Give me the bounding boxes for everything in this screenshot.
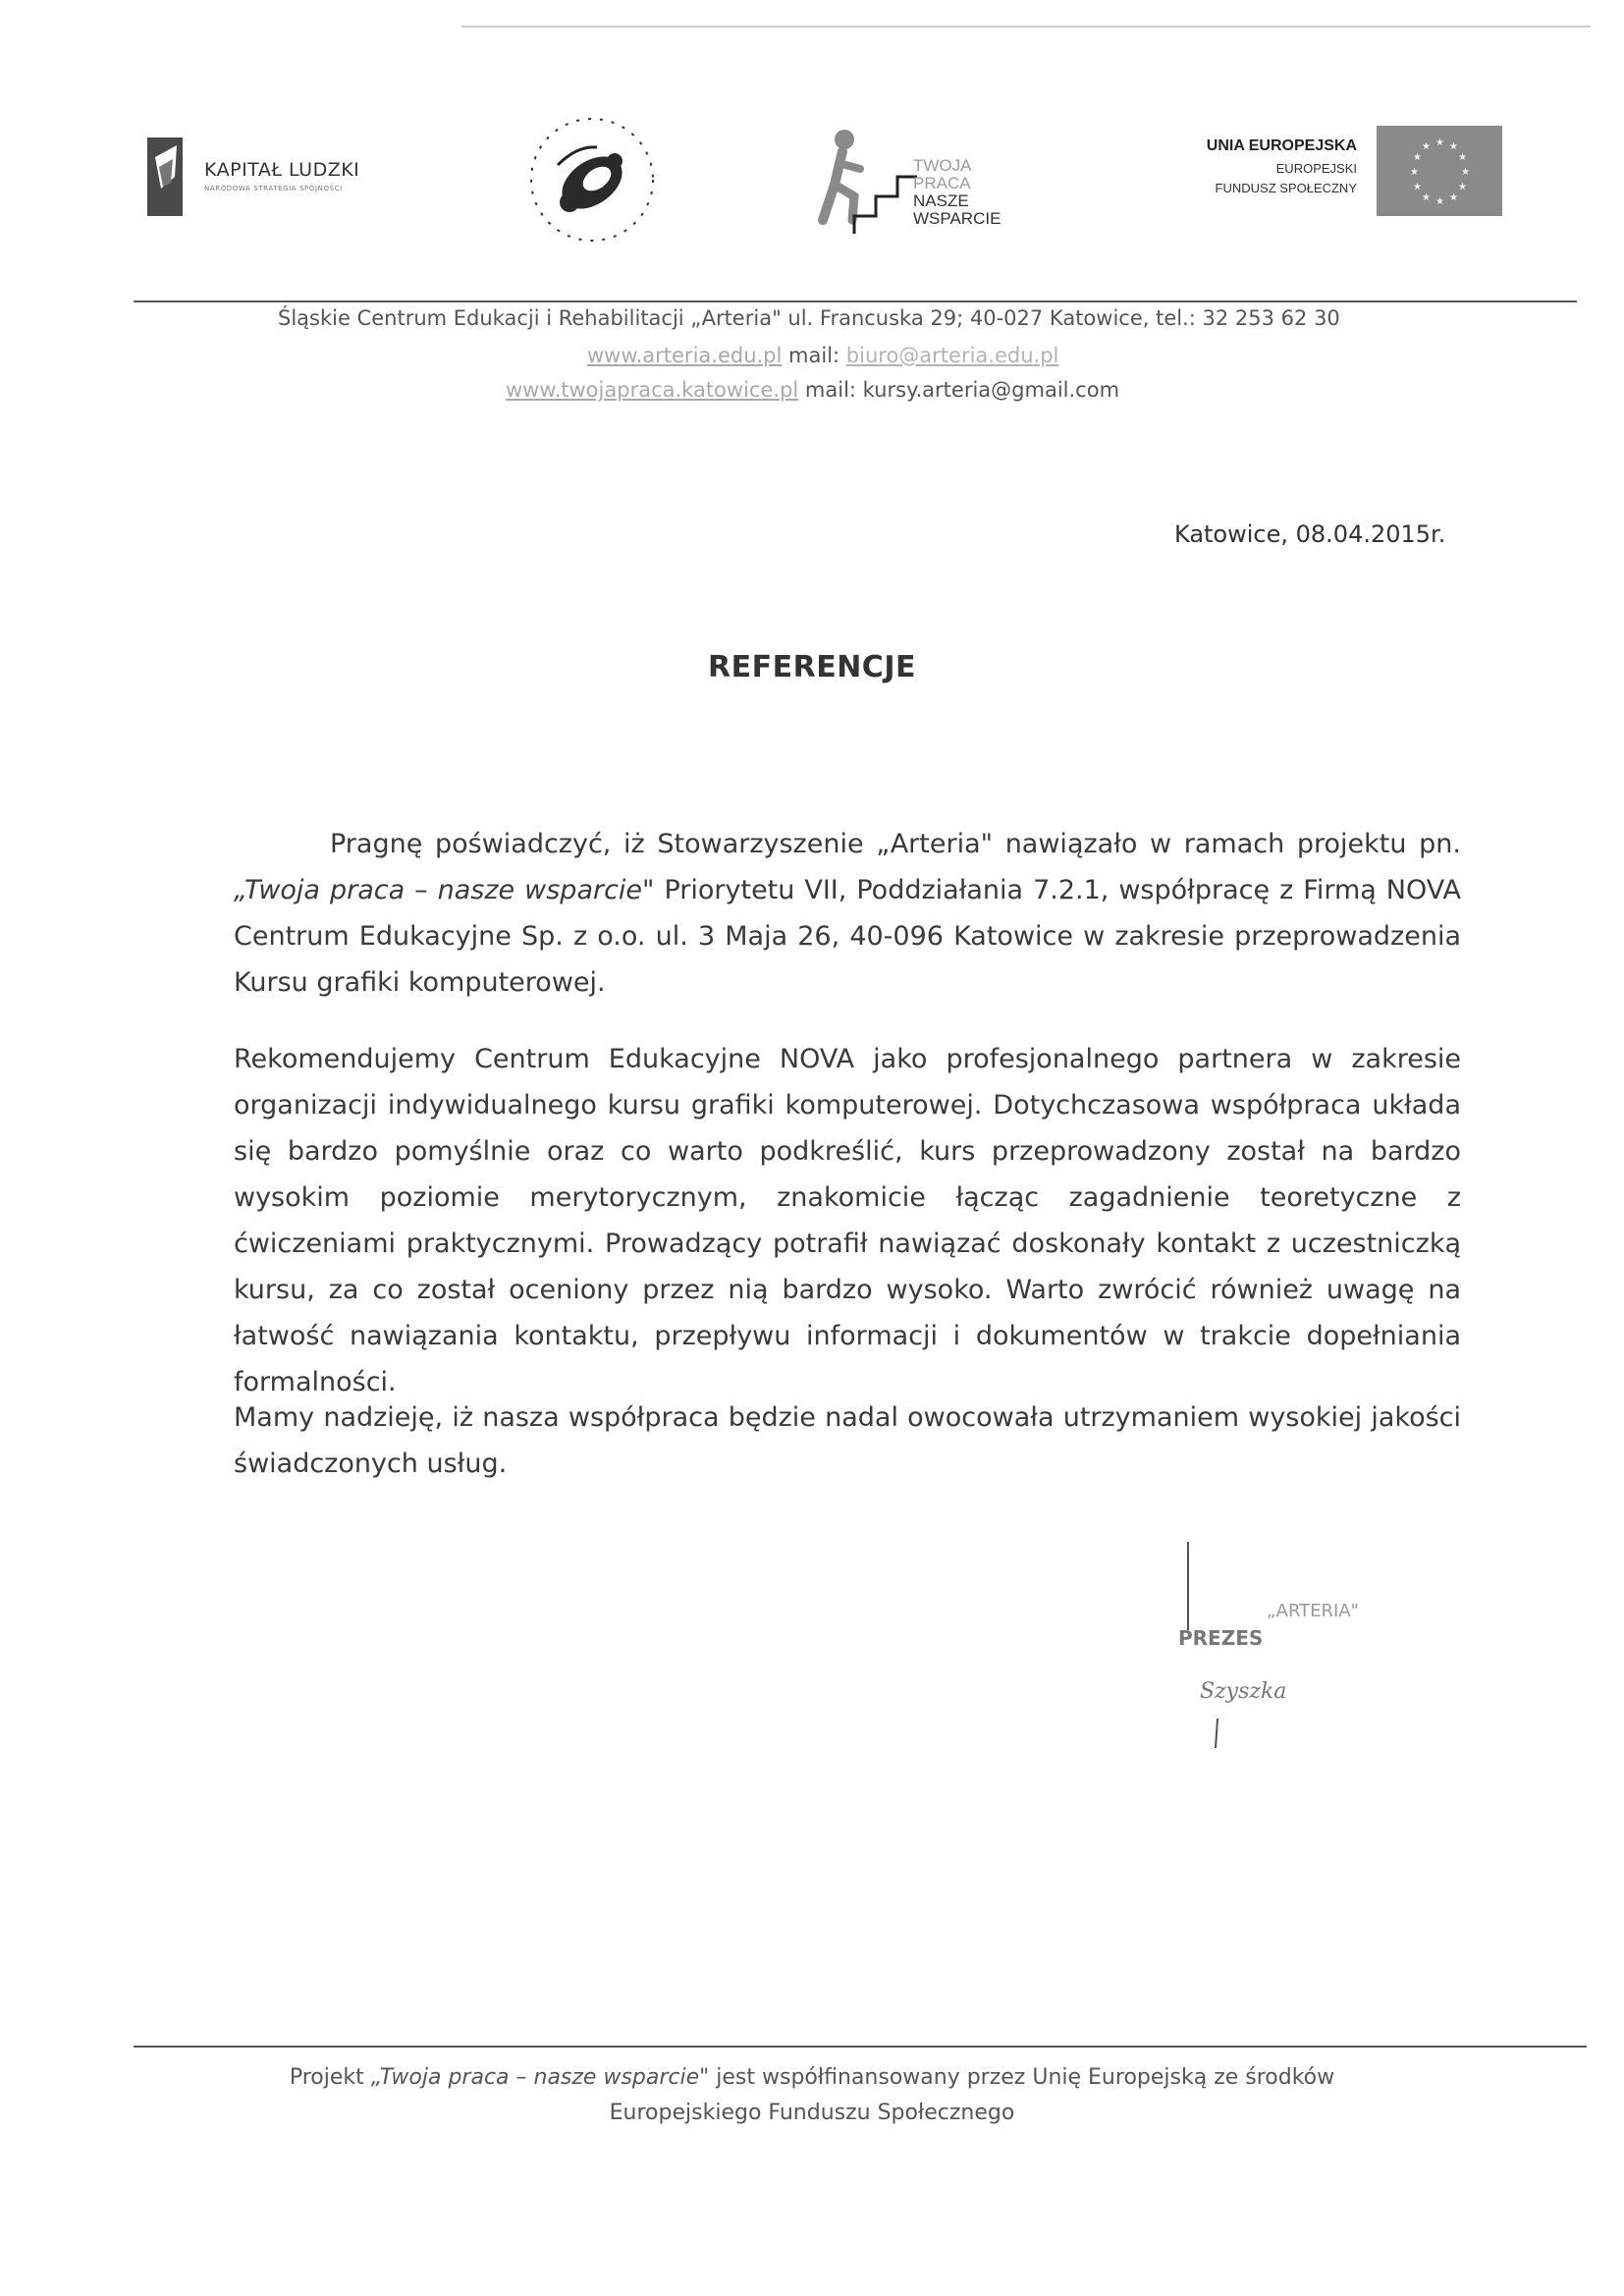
footer-line-1-a: Projekt	[289, 2065, 371, 2090]
svg-text:★: ★	[1458, 152, 1467, 163]
letter-date: Katowice, 08.04.2015r.	[1174, 520, 1446, 548]
footer-line-2: Europejskiego Funduszu Społecznego	[609, 2101, 1015, 2125]
kapital-ludzki-title: KAPITAŁ LUDZKI	[204, 159, 360, 181]
svg-text:★: ★	[1458, 182, 1467, 192]
twoja-praca-line1: TWOJA	[913, 156, 972, 175]
eu-flag-icon	[1377, 126, 1502, 216]
kapital-ludzki-flag-icon	[147, 137, 183, 216]
paragraph-1-part-a: Pragnę poświadczyć, iż Stowarzyszenie „Arteria" nawiązało w ramach projektu pn.	[330, 829, 1461, 859]
paragraph-1	[234, 821, 1461, 1006]
mail-label-1: mail:	[788, 344, 840, 367]
svg-text:★: ★	[1422, 192, 1431, 203]
eu-fund-line1: EUROPEJSKI	[1275, 161, 1357, 176]
eu-fund-line2: FUNDUSZ SPOŁECZNY	[1215, 181, 1357, 195]
svg-text:★: ★	[1413, 182, 1422, 192]
svg-text:★: ★	[1413, 152, 1422, 163]
website-link-arteria[interactable]: www.arteria.edu.pl	[587, 344, 783, 367]
footer-line-1	[0, 2060, 1624, 2096]
footer	[0, 2060, 1624, 2131]
project-name: „Twoja praca – nasze wsparcie"	[234, 875, 655, 905]
twoja-praca-logo	[815, 126, 1041, 242]
letter-title: REFERENCJE	[708, 650, 916, 684]
svg-text:★: ★	[1410, 167, 1419, 178]
twoja-praca-line4: WSPARCIE	[913, 209, 1001, 228]
kapital-ludzki-subtitle: NARODOWA STRATEGIA SPÓJNOŚCI	[204, 185, 343, 192]
stamp-org-name: „ARTERIA"	[1267, 1601, 1359, 1621]
paragraph-1-part-b: Priorytetu VII, Poddziałania 7.2.1, współpracę z Firmą NOVA Centrum Edukacyjne Sp. z o.o. ul. 3 Maja 26, 40-096 Katowice w zakresie przeprowadzenia Kursu grafiki komputerowej.	[234, 875, 1461, 998]
contact-line-1	[587, 344, 1058, 367]
contact-line-2	[506, 378, 1119, 402]
email-kursy: kursy.arteria@gmail.com	[862, 378, 1120, 402]
arteria-emblem-icon	[518, 106, 666, 253]
svg-text:★: ★	[1435, 137, 1444, 148]
kapital-ludzki-logo	[147, 137, 432, 216]
signature-strokes-icon	[1119, 1532, 1375, 1768]
signature-name: Szyszka	[1200, 1679, 1287, 1704]
scan-top-edge	[461, 26, 1591, 27]
footer-divider	[134, 2046, 1587, 2048]
paragraph-2: Rekomendujemy Centrum Edukacyjne NOVA jako profesjonalnego partnera w zakresie organizacji indywidualnego kursu grafiki komputerowej. Dotychczasowa współpraca układa się bardzo pomyślnie oraz co warto podkreślić, kurs przeprowadzony został na bardzo wysokim poziomie merytorycznym, znakomicie łącząc zagadnienie teoretyczne z ćwiczeniami praktycznymi. Prowadzący potrafił nawiązać doskonały kontakt z uczestniczką kursu, za co został oceniony przez nią bardzo wysoko. Warto zwrócić również uwagę na łatwość nawiązania kontaktu, przepływu informacji i dokumentów w trakcie dopełniania formalności.	[234, 1044, 1461, 1397]
twoja-praca-line2: PRACA	[913, 174, 971, 192]
twoja-praca-line3: NASZE	[913, 191, 969, 210]
organization-address: Śląskie Centrum Edukacji i Rehabilitacji „Arteria" ul. Francuska 29; 40-027 Katowice, tel.: 32 253 62 30	[278, 306, 1340, 330]
eu-title: UNIA EUROPEJSKA	[1206, 137, 1357, 154]
signature-stamp	[1119, 1532, 1375, 1768]
arteria-logo	[518, 106, 666, 253]
stairs-figure-icon	[815, 126, 923, 242]
header-divider	[134, 301, 1577, 302]
footer-line-1-b: jest współfinansowany przez Unię Europejską ze środków	[709, 2065, 1335, 2090]
svg-text:★: ★	[1461, 167, 1470, 178]
svg-text:★: ★	[1422, 141, 1431, 152]
website-link-twojapraca[interactable]: www.twojapraca.katowice.pl	[506, 378, 799, 402]
paragraph-3: Mamy nadzieję, iż nasza współpraca będzie nadal owocowała utrzymaniem wysokiej jakości świadczonych usług.	[234, 1402, 1461, 1479]
eu-logo	[1149, 126, 1502, 216]
svg-text:★: ★	[1449, 141, 1458, 152]
stamp-role: PREZES	[1178, 1626, 1264, 1650]
mail-label-2: mail:	[804, 378, 856, 402]
svg-text:★: ★	[1449, 192, 1458, 203]
footer-project-name: „Twoja praca – nasze wsparcie"	[370, 2065, 710, 2090]
email-link-biuro[interactable]: biuro@arteria.edu.pl	[845, 344, 1059, 367]
svg-text:★: ★	[1435, 196, 1444, 207]
